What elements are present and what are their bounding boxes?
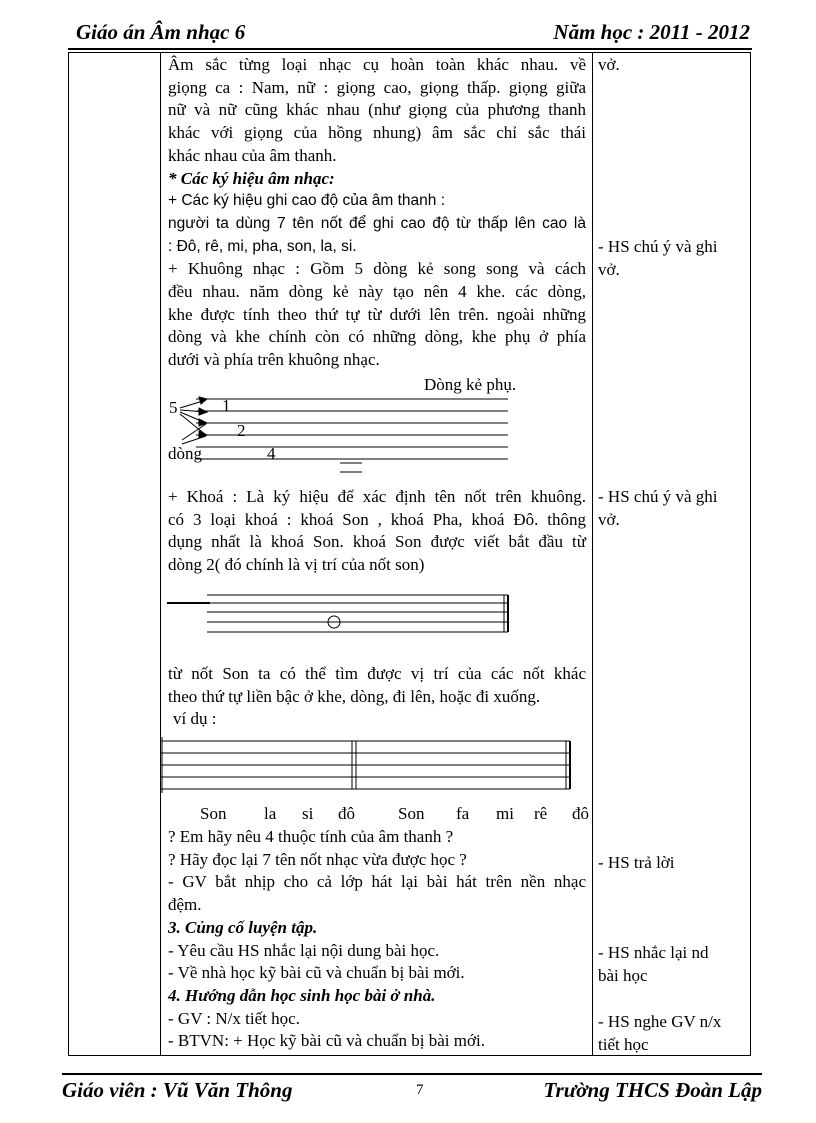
note-name: Son xyxy=(200,804,227,823)
heading-homework: 4. Hướng dẫn học sinh học bài ở nhà. xyxy=(168,985,436,1005)
text-line: dưới và phía trên khuông nhạc. xyxy=(168,350,380,370)
note-name: Son xyxy=(398,804,425,823)
text-line: - Về nhà học kỹ bài cũ và chuẩn bị bài mới. xyxy=(168,963,465,983)
note-name: fa xyxy=(456,804,470,823)
text-line: có 3 loại khoá : khoá Son , khoá Pha, khoá Đô. thông xyxy=(168,509,586,529)
text-line: - BTVN: + Học kỹ bài cũ và chuẩn bị bài mới. xyxy=(168,1031,485,1051)
text-line: theo thứ tự liền bậc ở khe, dòng, đi lên, hoặc đi xuống. xyxy=(168,686,541,706)
note-name: si xyxy=(302,804,314,823)
text-line: khác với giọng của hồng nhung) âm sắc chỉ sắc thái xyxy=(168,123,586,143)
staff-number-2: 2 xyxy=(237,421,246,440)
text-line: - HS chú ý và ghi xyxy=(598,487,718,506)
heading-music-symbols: * Các ký hiệu âm nhạc: xyxy=(168,168,335,188)
header-school-year: Năm học : 2011 - 2012 xyxy=(553,20,750,44)
note-names-row xyxy=(168,803,588,826)
heading-review: 3. Củng cố luyện tập. xyxy=(168,917,318,937)
staff-label-line: dòng xyxy=(168,444,202,463)
text-line: giọng ca : Nam, nữ : giọng cao, giọng thấp. giọng giữa xyxy=(168,77,586,97)
text-line: - GV : N/x tiết học. xyxy=(168,1008,300,1028)
text-line: đều nhau. năm dòng kẻ này tạo nên 4 khe. các dòng, xyxy=(168,282,586,302)
note-name: rê xyxy=(534,804,548,823)
review-paragraph xyxy=(168,826,586,1053)
student-activity-2 xyxy=(598,236,750,281)
footer-rule xyxy=(62,1073,762,1075)
note-name: mi xyxy=(496,804,514,823)
text-line: + Khuông nhạc : Gồm 5 dòng kẻ song song và cách xyxy=(168,259,586,279)
text-line: - HS trả lời xyxy=(598,853,675,872)
example-label: ví dụ : xyxy=(173,709,217,729)
text-line: khe được tính theo thứ tự từ dưới lên trên. ngoài những xyxy=(168,304,586,324)
text-line: vở. xyxy=(598,509,620,529)
text-line: + Các ký hiệu ghi cao độ của âm thanh : xyxy=(168,192,446,210)
text-line: - HS nghe GV n/x xyxy=(598,1012,722,1031)
staff-number-4: 4 xyxy=(267,444,276,463)
text-line: vở. xyxy=(598,259,620,279)
text-line: dụng nhất là khoá Son. khoá Son được viết bắt đầu từ xyxy=(168,532,586,552)
text-line: khác nhau của âm thanh. xyxy=(168,145,337,165)
note-name: la xyxy=(264,804,277,823)
text-line: dòng và khe chính còn có những dòng, khe phụ ở phía xyxy=(168,327,586,347)
footer-teacher: Giáo viên : Vũ Văn Thông xyxy=(62,1078,293,1102)
text-line: đệm. xyxy=(168,895,202,915)
staff-number-1: 1 xyxy=(222,396,231,415)
page-footer xyxy=(62,1078,762,1108)
staff-number-5: 5 xyxy=(169,398,178,417)
header-subject: Giáo án Âm nhạc 6 xyxy=(76,20,246,44)
text-line: từ nốt Son ta có thể tìm được vị trí của các nốt khác xyxy=(168,664,586,683)
text-line: vở. xyxy=(598,55,620,74)
text-line: ? Hãy đọc lại 7 tên nốt nhạc vừa được học ? xyxy=(168,849,467,869)
text-line: - Yêu cầu HS nhắc lại nội dung bài học. xyxy=(168,940,440,960)
student-activity-5 xyxy=(598,942,750,987)
text-line: ? Em hãy nêu 4 thuộc tính của âm thanh ? xyxy=(168,827,454,846)
text-line: dòng 2( đó chính là vị trí của nốt son) xyxy=(168,555,425,575)
text-line: + Khoá : Là ký hiệu để xác định tên nốt trên khuông. xyxy=(168,487,586,506)
note-name: đô xyxy=(572,804,589,823)
student-activity-6 xyxy=(598,1011,750,1056)
text-line: - GV bắt nhịp cho cả lớp hát lại bài hát trên nền nhạc xyxy=(168,872,586,892)
text-line: : Đô, rê, mi, pha, son, la, si. xyxy=(168,237,357,255)
student-activity-4 xyxy=(598,852,750,875)
student-activity-3 xyxy=(598,486,750,531)
text-line: tiết học xyxy=(598,1034,649,1054)
text-line: Âm sắc từng loại nhạc cụ hoàn toàn khác nhau. về xyxy=(168,55,586,74)
text-line: nữ và nữ cũng khác nhau (như giọng của phương thanh xyxy=(168,100,586,120)
text-line: bài học xyxy=(598,965,648,985)
page-number: 7 xyxy=(416,1082,424,1098)
text-line: người ta dùng 7 tên nốt để ghi cao độ từ thấp lên cao là xyxy=(168,214,586,232)
staff-label-ledger: Dòng kẻ phụ. xyxy=(424,375,517,394)
note-name: đô xyxy=(338,804,355,823)
student-activity-1 xyxy=(598,54,750,77)
text-line: - HS chú ý và ghi xyxy=(598,237,718,256)
text-line: - HS nhắc lại nd xyxy=(598,943,709,962)
footer-school: Trường THCS Đoàn Lập xyxy=(543,1078,762,1102)
